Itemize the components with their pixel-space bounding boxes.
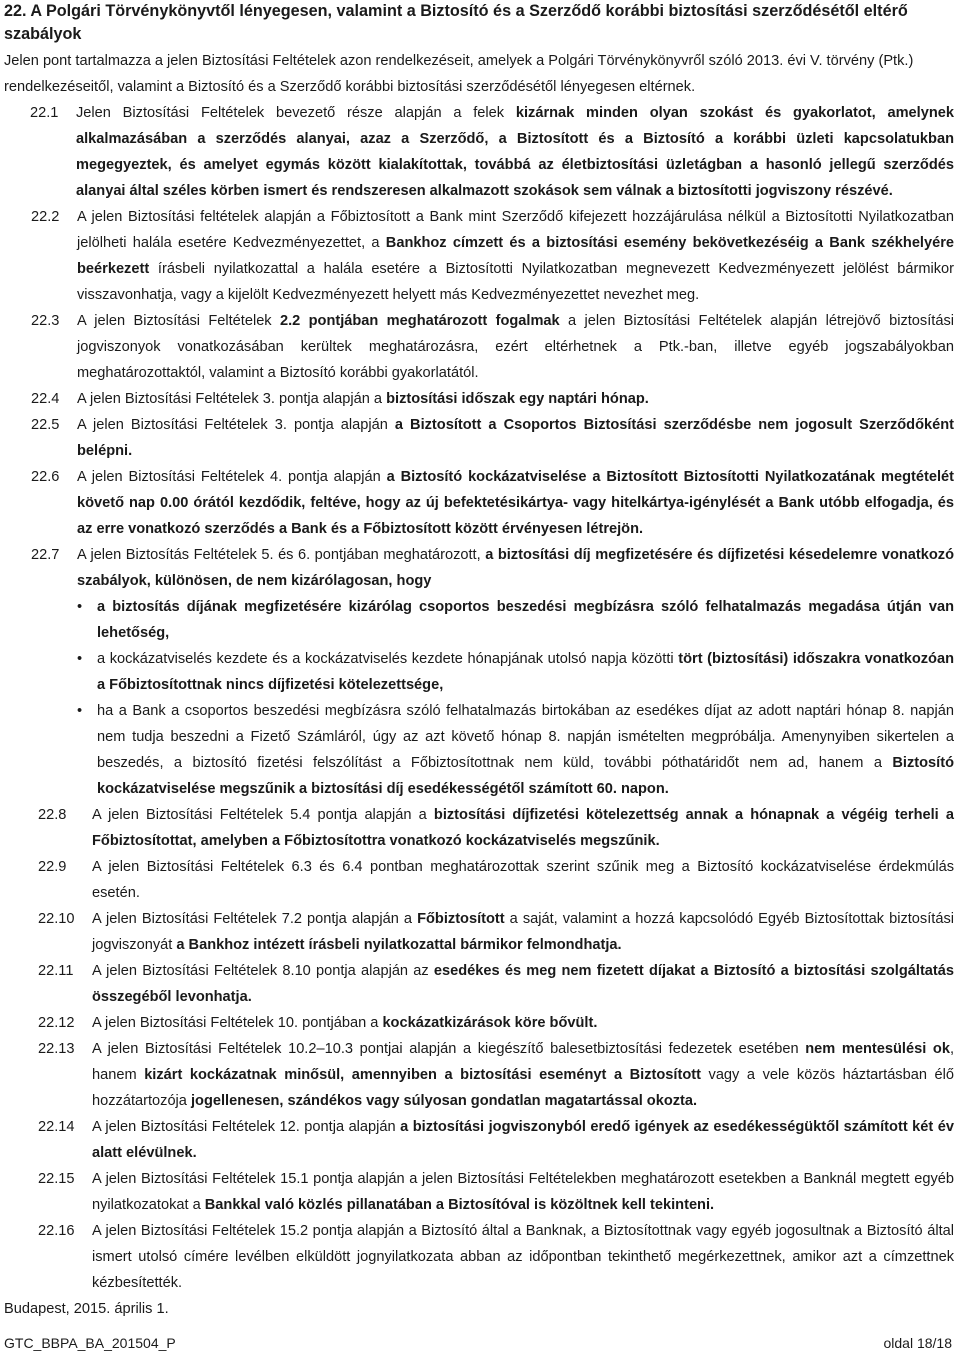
clause-text: A jelen Biztosítási Feltételek 12. pontja alapján [92, 1119, 401, 1135]
clause-text: , hanem [92, 1041, 954, 1083]
clause-22-11 [4, 958, 954, 1010]
clause-text: írásbeli nyilatkozattal a halála esetére a Biztosítotti Nyilatkozatban megnevezett Kedvezményezett jelölést bármikor visszavonhatja, vagy a kijelölt Kedvezményezett helyett más Kedvezményezettet nevezhet meg. [77, 261, 954, 303]
clause-number: 22.8 [38, 807, 67, 823]
clause-number: 22.16 [38, 1223, 75, 1239]
clause-text: A jelen Biztosítási Feltételek 7.2 pontja alapján a [92, 911, 418, 927]
clause-body [86, 1114, 954, 1166]
bold-text: kockázatkizárások köre bővült. [382, 1015, 598, 1031]
clause-number: 22.12 [38, 1015, 75, 1031]
bold-text: Főbiztosított [417, 911, 505, 927]
clause-number: 22.13 [38, 1041, 75, 1057]
clause-body [86, 958, 954, 1010]
clause-text: A jelen Biztosítási Feltételek [77, 313, 280, 329]
clause-text: a kockázatviselés kezdete és a kockázatviselés kezdete hónapjának utolsó napja közötti [97, 651, 679, 667]
clause-22-12 [4, 1010, 954, 1036]
bullet-body [97, 646, 954, 698]
bold-text: tört (biztosítási) időszakra vonatkozóan a Főbiztosítottnak nincs díjfizetési kötelezettsége, [97, 651, 955, 693]
clause-22-9 [4, 854, 954, 906]
clause-22-4 [4, 386, 954, 412]
clause-text: ha a Bank a csoportos beszedési megbízásra szóló felhatalmazás birtokában az esedékes díjat az adott naptári hónap 8. napján nem tudja beszedni a Fizető Számláról, úgy az azt követő hónap 8. napján ismételten megpróbálja. Amenynyiben sikertelen a beszedés, a biztosító fizetési felszólítást a Főbiztosítottnak nem küld, további póthatáridőt nem ad, hanem a [97, 703, 954, 771]
clause-body [86, 1010, 954, 1036]
clause-text: A jelen Biztosítás Feltételek 5. és 6. pontjában meghatározott, [77, 547, 486, 563]
clause-22-13 [4, 1036, 954, 1114]
clause-number: 22.7 [31, 547, 60, 563]
bold-text: 2.2 pontjában meghatározott fogalmak [279, 313, 560, 329]
clause-text: A jelen Biztosítási Feltételek 5.4 pontja alapján a [92, 807, 434, 823]
clause-22-2 [4, 204, 954, 308]
clause-number: 22.5 [31, 417, 60, 433]
clause-list-continued [4, 802, 954, 1296]
clause-body [86, 1036, 954, 1114]
clause-body [86, 1166, 954, 1218]
clause-body [71, 464, 954, 542]
clause-22-6 [4, 464, 954, 542]
bullet-item [4, 646, 954, 698]
clause-text: A jelen Biztosítási Feltételek 3. pontja alapján a [77, 391, 387, 407]
clause-22-15 [4, 1166, 954, 1218]
clause-number: 22.4 [31, 391, 60, 407]
clause-22-14 [4, 1114, 954, 1166]
clause-text: a jelen Biztosítási Feltételek alapján létrejövő biztosítási jogviszonyok vonatkozásában kerültek meghatározásra, ezért eltérhetnek a Ptk.-ban, illetve egyéb jogszabályokban meghatározottaktól, valamint a Biztosító korábbi gyakorlatától. [77, 313, 954, 381]
clause-number: 22.9 [38, 859, 67, 875]
bold-text: jogellenesen, szándékos vagy súlyosan gondatlan magatartással okozta. [190, 1093, 698, 1109]
bold-text: Bankkal való közlés pillanatában a Biztosítóval is közöltnek kell tekinteni. [204, 1197, 715, 1213]
bold-text: nem mentesülési ok [805, 1041, 950, 1057]
clause-number: 22.14 [38, 1119, 75, 1135]
clause-22-7 [4, 542, 954, 594]
bold-text: a Bankhoz intézett írásbeli nyilatkozattal bármikor felmondhatja. [176, 937, 622, 953]
clause-number: 22.10 [38, 911, 75, 927]
clause-22-10 [4, 906, 954, 958]
section-intro: Jelen pont tartalmazza a jelen Biztosítási Feltételek azon rendelkezéseit, amelyek a Polgári Törvénykönyvről szóló 2013. évi V. törvény (Ptk.) rendelkezéseitől, valamint a Biztosító és a Szerződő korábbi biztosítási szerződésétől lényegesen eltérnek. [4, 53, 914, 95]
clause-22-5 [4, 412, 954, 464]
document-date: Budapest, 2015. április 1. [4, 1301, 169, 1317]
clause-body [86, 1218, 954, 1296]
clause-text: A jelen Biztosítási Feltételek 4. pontja alapján [77, 469, 387, 485]
clause-number: 22.2 [31, 209, 60, 225]
clause-number: 22.3 [31, 313, 60, 329]
clause-text: A jelen Biztosítási Feltételek 15.2 pontja alapján a Biztosító által a Banknak, a Biztosítottnak vagy egyéb jogosultnak a Biztosító által ismert utolsó címére levélben elküldött jognyilatkozata abban az időpontban tekinthető megérkezettnek, amikor azt a címzettnek kézbesítették. [92, 1223, 954, 1291]
bold-text: esedékes és meg nem fizetett díjakat a Biztosító a biztosítási szolgáltatás összegéből levonhatja. [92, 963, 955, 1005]
bullet-icon: • [77, 703, 83, 719]
bullet-body [97, 594, 954, 646]
clause-text: vagy a vele közös háztartásban élő hozzátartozója [92, 1067, 954, 1109]
clause-number: 22.15 [38, 1171, 75, 1187]
clause-body [86, 802, 954, 854]
bullet-list [4, 594, 954, 802]
bold-text: biztosítási időszak egy naptári hónap. [386, 391, 649, 407]
clause-text: A jelen Biztosítási Feltételek 8.10 pontja alapján az [92, 963, 434, 979]
clause-body [71, 412, 954, 464]
bullet-item [4, 698, 954, 802]
document-code: GTC_BBPA_BA_201504_P [4, 1335, 176, 1351]
clause-body [71, 308, 954, 386]
clause-22-3 [4, 308, 954, 386]
bold-text: kizárt kockázatnak minősül, amennyiben a biztosítási eseményt a Biztosított [144, 1067, 701, 1083]
clause-text: A jelen Biztosítási Feltételek 10. pontjában a [92, 1015, 383, 1031]
bold-text: biztosítási díjfizetési kötelezettség annak a hónapnak a végéig terheli a Főbiztosítottat, amelyben a Főbiztosítottra vonatkozó kockázatviselés megszűnik. [92, 807, 954, 849]
section-title: 22. A Polgári Törvénykönyvtől lényegesen, valamint a Biztosító és a Szerződő korábbi biztosítási szerződésétől eltérő szabályok [4, 2, 908, 43]
bold-text: a biztosítás díjának megfizetésére kizárólag csoportos beszedési megbízásra szóló felhatalmazás megadása útján van lehetőség, [97, 599, 954, 641]
clause-body [71, 542, 954, 594]
clause-body [86, 854, 954, 906]
clause-body [70, 100, 954, 204]
bold-text: a Biztosított a Csoportos Biztosítási szerződésbe nem jogosult Szerződőként belépni. [77, 417, 954, 459]
clause-body [71, 204, 954, 308]
clause-22-16 [4, 1218, 954, 1296]
clause-22-1 [4, 100, 954, 204]
document-page [4, 0, 954, 1296]
clause-text: A jelen Biztosítási Feltételek 3. pontja alapján [77, 417, 395, 433]
clause-text: a saját, valamint a hozzá kapcsolódó Egyéb Biztosítottak biztosítási jogviszonyát [92, 911, 954, 953]
clause-text: A jelen Biztosítási feltételek alapján a Főbiztosított a Bank mint Szerződő kifejezett hozzájárulása nélkül a Biztosítotti Nyilatkozatban jelölheti halála esetére Kedvezményezettet, a [77, 209, 954, 251]
clause-text: A jelen Biztosítási Feltételek 15.1 pontja alapján a jelen Biztosítási Feltételekben meghatározott esetekben a Banknál megtett egyéb nyilatkozatokat a [92, 1171, 954, 1213]
clause-number: 22.1 [30, 105, 59, 121]
bold-text: a biztosítási díj megfizetésére és díjfizetési késedelemre vonatkozó szabályok, különösen, de nem kizárólagosan, hogy [77, 547, 954, 589]
clause-22-8 [4, 802, 954, 854]
bold-text: Biztosító kockázatviselése megszűnik a biztosítási díj esedékességétől számított 60. napon. [97, 755, 954, 797]
clause-text: A jelen Biztosítási Feltételek 6.3 és 6.4 pontban meghatározottak szerint szűnik meg a Biztosító kockázatviselése érdekmúlás esetén. [92, 859, 954, 901]
clause-text: A jelen Biztosítási Feltételek 10.2–10.3 pontjai alapján a kiegészítő balesetbiztosítási fedezetek esetében [92, 1041, 806, 1057]
bullet-item [4, 594, 954, 646]
clause-number: 22.6 [31, 469, 60, 485]
clause-list [4, 100, 954, 594]
bullet-icon: • [77, 651, 83, 667]
bold-text: kizárnak minden olyan szokást és gyakorlatot, amelynek alkalmazásában a szerződés alanyai, azaz a Szerződő, a Biztosított és a Biztosító a korábbi üzleti kapcsolatukban megegyeztek, és amelyet egymás között kialakítottak, továbbá az életbiztosítási üzletágban a hasonló jellegű szerződés alanyai által széles körben ismert és rendszeresen alkalmazott szokások sem válnak a biztosítotti jogviszony részévé. [76, 105, 954, 199]
bold-text: a biztosítási jogviszonyból eredő igények az esedékességüktől számított két év alatt elévülnek. [92, 1119, 954, 1161]
clause-text: Jelen Biztosítási Feltételek bevezető része alapján a felek [76, 105, 516, 121]
clause-body [71, 386, 954, 412]
bold-text: a Biztosító kockázatviselése a Biztosított Biztosítotti Nyilatkozatának megtételét követő nap 0.00 órától kezdődik, feltéve, hogy az új befektetésikártya- vagy hitelkártya-igénylését a Bank utóbb elfogadja, és az erre vonatkozó szerződés a Bank és a Főbiztosított között érvényesen létrejön. [77, 469, 954, 537]
clause-body [86, 906, 954, 958]
bullet-icon: • [77, 599, 83, 615]
bold-text: Bankhoz címzett és a biztosítási esemény bekövetkezéséig a Bank székhelyére beérkezett [77, 235, 955, 277]
page-number: oldal 18/18 [883, 1335, 952, 1351]
clause-number: 22.11 [38, 963, 74, 979]
bullet-body [97, 698, 954, 802]
